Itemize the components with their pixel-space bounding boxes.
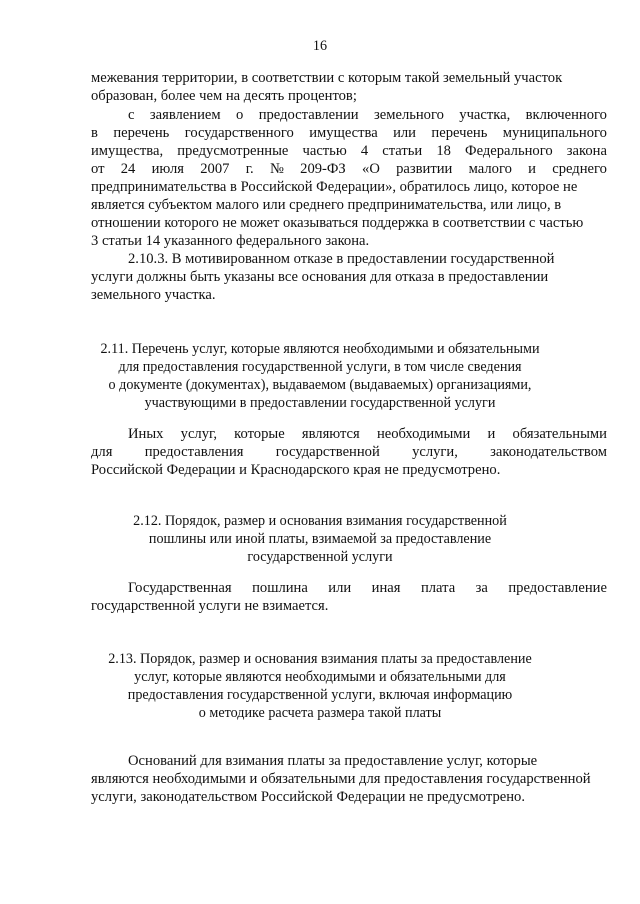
word: участка, xyxy=(459,107,511,123)
text-line xyxy=(91,443,607,461)
word: с xyxy=(128,107,135,123)
text-line xyxy=(128,579,607,597)
word: июля xyxy=(151,161,184,177)
word: предоставлении xyxy=(258,107,359,123)
word: перечень xyxy=(113,125,170,141)
word: развитии xyxy=(396,161,453,177)
word: заявлением xyxy=(149,107,221,123)
text-line: 3 статьи 14 указанного федерального закона. xyxy=(91,233,370,249)
word: законодательством xyxy=(490,444,607,460)
word: г. xyxy=(245,161,254,177)
heading-line: предоставления государственной услуги, включая информацию xyxy=(127,687,513,703)
word: 209-ФЗ xyxy=(300,161,346,177)
word: обязательными xyxy=(512,426,607,442)
text-line xyxy=(91,160,607,178)
word: и xyxy=(487,426,496,442)
text-line xyxy=(128,106,607,124)
word: имущества, xyxy=(91,143,164,159)
word: перечень xyxy=(431,125,488,141)
heading-line: государственной услуги xyxy=(247,549,393,565)
text-line: услуги должны быть указаны все основания для отказа в предоставлении xyxy=(91,269,549,285)
word: плата xyxy=(420,580,456,596)
word: в xyxy=(91,125,98,141)
word: предоставления xyxy=(144,444,244,460)
text-line: предпринимательства в Российской Федерации», обратилось лицо, которое не xyxy=(91,179,578,195)
word: или xyxy=(328,580,352,596)
word: имущества xyxy=(309,125,378,141)
word: услуг, xyxy=(180,426,217,442)
word: от xyxy=(91,161,105,177)
word: малого xyxy=(468,161,512,177)
word: муниципального xyxy=(502,125,607,141)
word: для xyxy=(91,444,113,460)
heading-line: о документе (документах), выдаваемом (выдаваемых) организациями, xyxy=(108,377,532,393)
word: Иных xyxy=(128,426,164,442)
word: иная xyxy=(371,580,401,596)
word: включенного xyxy=(525,107,607,123)
heading-line: участвующими в предоставлении государственной услуги xyxy=(144,395,496,411)
text-line xyxy=(128,425,607,443)
text-line: Российской Федерации и Краснодарского края не предусмотрено. xyxy=(91,462,501,478)
word: предоставление xyxy=(508,580,607,596)
word: 2007 xyxy=(200,161,230,177)
text-line: является субъектом малого или среднего предпринимательства, или лицо, в xyxy=(91,197,562,213)
word: закона xyxy=(566,143,607,159)
text-line: отношении которого не может оказываться поддержка в соответствии с частью xyxy=(91,215,584,231)
word: государственного xyxy=(184,125,294,141)
word: необходимыми xyxy=(376,426,471,442)
word: пошлина xyxy=(252,580,308,596)
text-line: Оснований для взимания платы за предоставление услуг, которые xyxy=(128,753,538,769)
word: № xyxy=(269,161,284,177)
text-line: являются необходимыми и обязательными для предоставления государственной xyxy=(91,771,591,787)
word: предусмотренные xyxy=(177,143,289,159)
word: 24 xyxy=(120,161,136,177)
word: земельного xyxy=(373,107,444,123)
heading-line: пошлины или иной платы, взимаемой за предоставление xyxy=(148,531,492,547)
text-line: межевания территории, в соответствии с которым такой земельный участок xyxy=(91,70,563,86)
word: частью xyxy=(302,143,347,159)
word: среднего xyxy=(552,161,607,177)
text-line: государственной услуги не взимается. xyxy=(91,598,329,614)
text-line xyxy=(91,124,607,142)
heading-line: 2.13. Порядок, размер и основания взимания платы за предоставление xyxy=(108,651,532,667)
text-line: земельного участка. xyxy=(91,287,216,303)
word: Федерального xyxy=(465,143,553,159)
word: или xyxy=(393,125,416,141)
heading-line: 2.11. Перечень услуг, которые являются необходимыми и обязательными xyxy=(100,341,540,357)
page-number: 16 xyxy=(312,38,328,54)
text-line: 2.10.3. В мотивированном отказе в предоставлении государственной xyxy=(128,251,555,267)
word: 18 xyxy=(436,143,451,159)
word: за xyxy=(475,580,488,596)
word: о xyxy=(236,107,244,123)
word: являются xyxy=(301,426,360,442)
text-line xyxy=(91,142,607,160)
word: которые xyxy=(234,426,285,442)
word: 4 xyxy=(360,143,369,159)
text-line: образован, более чем на десять процентов; xyxy=(91,88,357,104)
word: Государственная xyxy=(128,580,232,596)
heading-line: для предоставления государственной услуги, в том числе сведения xyxy=(118,359,522,375)
word: «О xyxy=(362,161,380,177)
heading-line: 2.12. Порядок, размер и основания взимания государственной xyxy=(133,513,507,529)
heading-line: о методике расчета размера такой платы xyxy=(198,705,442,721)
word: и xyxy=(528,161,536,177)
heading-line: услуг, которые являются необходимыми и обязательными для xyxy=(134,669,506,685)
word: государственной xyxy=(275,444,380,460)
text-line: услуги, законодательством Российской Федерации не предусмотрено. xyxy=(91,789,525,805)
word: услуги, xyxy=(412,444,458,460)
word: статьи xyxy=(382,143,423,159)
